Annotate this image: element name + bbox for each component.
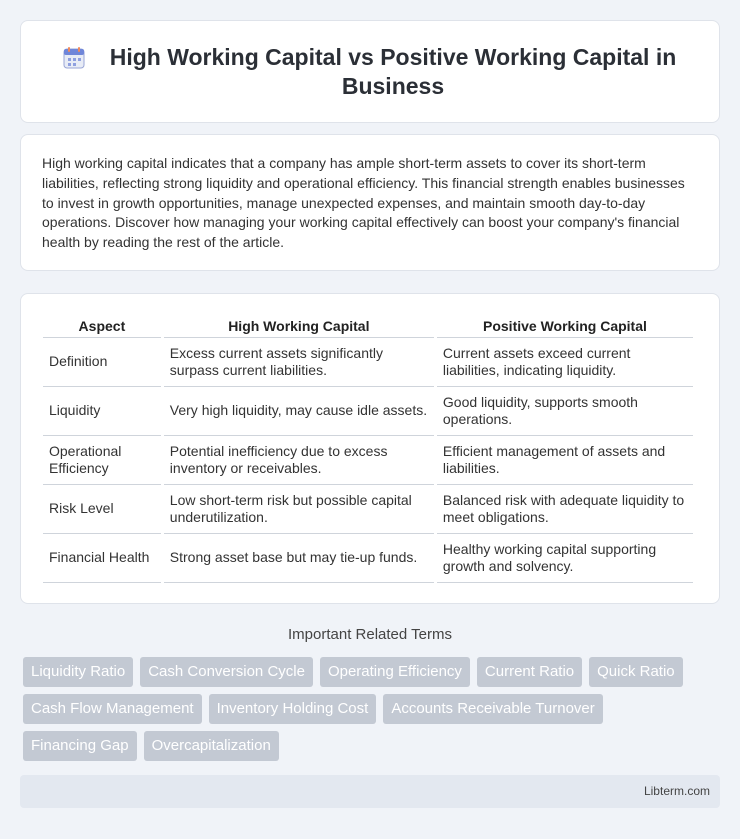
footer-site-link[interactable]: Libterm.com — [643, 784, 710, 798]
table-row — [43, 534, 693, 583]
tag-inventory-holding-cost[interactable]: Inventory Holding Cost — [209, 694, 377, 724]
intro-paragraph: High working capital indicates that a company has ample short-term assets to cover its short-term liabilities, reflecting strong liquidity and operational efficiency. This financial strength enables businesses to invest in growth opportunities, manage unexpected expenses, and maintain smooth day-to-day operations. Discover how managing your working capital effectively can boost your company's financial health by reading the rest of the article. — [42, 155, 685, 251]
calendar-icon — [61, 45, 87, 71]
tag-liquidity-ratio[interactable]: Liquidity Ratio — [23, 657, 133, 687]
cell-aspect: Liquidity — [43, 387, 161, 436]
page-title: High Working Capital vs Positive Working Capital in Business — [109, 43, 677, 99]
header-aspect: Aspect — [43, 314, 161, 338]
cell-positive: Efficient management of assets and liabilities. — [437, 436, 693, 485]
cell-positive: Current assets exceed current liabilities, indicating liquidity. — [437, 338, 693, 387]
comparison-table — [40, 314, 696, 583]
cell-positive: Good liquidity, supports smooth operations. — [437, 387, 693, 436]
cell-positive: Balanced risk with adequate liquidity to meet obligations. — [437, 485, 693, 534]
cell-high: Strong asset base but may tie-up funds. — [164, 534, 434, 583]
cell-positive: Healthy working capital supporting growth and solvency. — [437, 534, 693, 583]
comparison-card — [20, 293, 720, 604]
cell-aspect: Operational Efficiency — [43, 436, 161, 485]
tag-operating-efficiency[interactable]: Operating Efficiency — [320, 657, 470, 687]
table-row — [43, 436, 693, 485]
tag-accounts-receivable-turnover[interactable]: Accounts Receivable Turnover — [383, 694, 602, 724]
tag-overcapitalization[interactable]: Overcapitalization — [144, 731, 279, 761]
tag-quick-ratio[interactable]: Quick Ratio — [589, 657, 683, 687]
tag-financing-gap[interactable]: Financing Gap — [23, 731, 137, 761]
title-card — [20, 20, 720, 123]
cell-high: Excess current assets significantly surpass current liabilities. — [164, 338, 434, 387]
intro-card — [20, 134, 720, 271]
title-wrap — [21, 43, 719, 101]
cell-high: Low short-term risk but possible capital underutilization. — [164, 485, 434, 534]
tag-current-ratio[interactable]: Current Ratio — [477, 657, 582, 687]
header-positive-working-capital: Positive Working Capital — [437, 314, 693, 338]
related-terms-heading: Important Related Terms — [288, 626, 452, 643]
table-row — [43, 387, 693, 436]
cell-aspect: Financial Health — [43, 534, 161, 583]
table-header-row — [43, 314, 693, 338]
cell-high: Potential inefficiency due to excess inventory or receivables. — [164, 436, 434, 485]
cell-aspect: Definition — [43, 338, 161, 387]
cell-aspect: Risk Level — [43, 485, 161, 534]
cell-high: Very high liquidity, may cause idle assets. — [164, 387, 434, 436]
table-row — [43, 338, 693, 387]
tag-cash-flow-management[interactable]: Cash Flow Management — [23, 694, 202, 724]
table-row — [43, 485, 693, 534]
footer — [20, 775, 720, 808]
tag-cash-conversion-cycle[interactable]: Cash Conversion Cycle — [140, 657, 313, 687]
header-high-working-capital: High Working Capital — [164, 314, 434, 338]
related-terms-list — [23, 657, 723, 768]
